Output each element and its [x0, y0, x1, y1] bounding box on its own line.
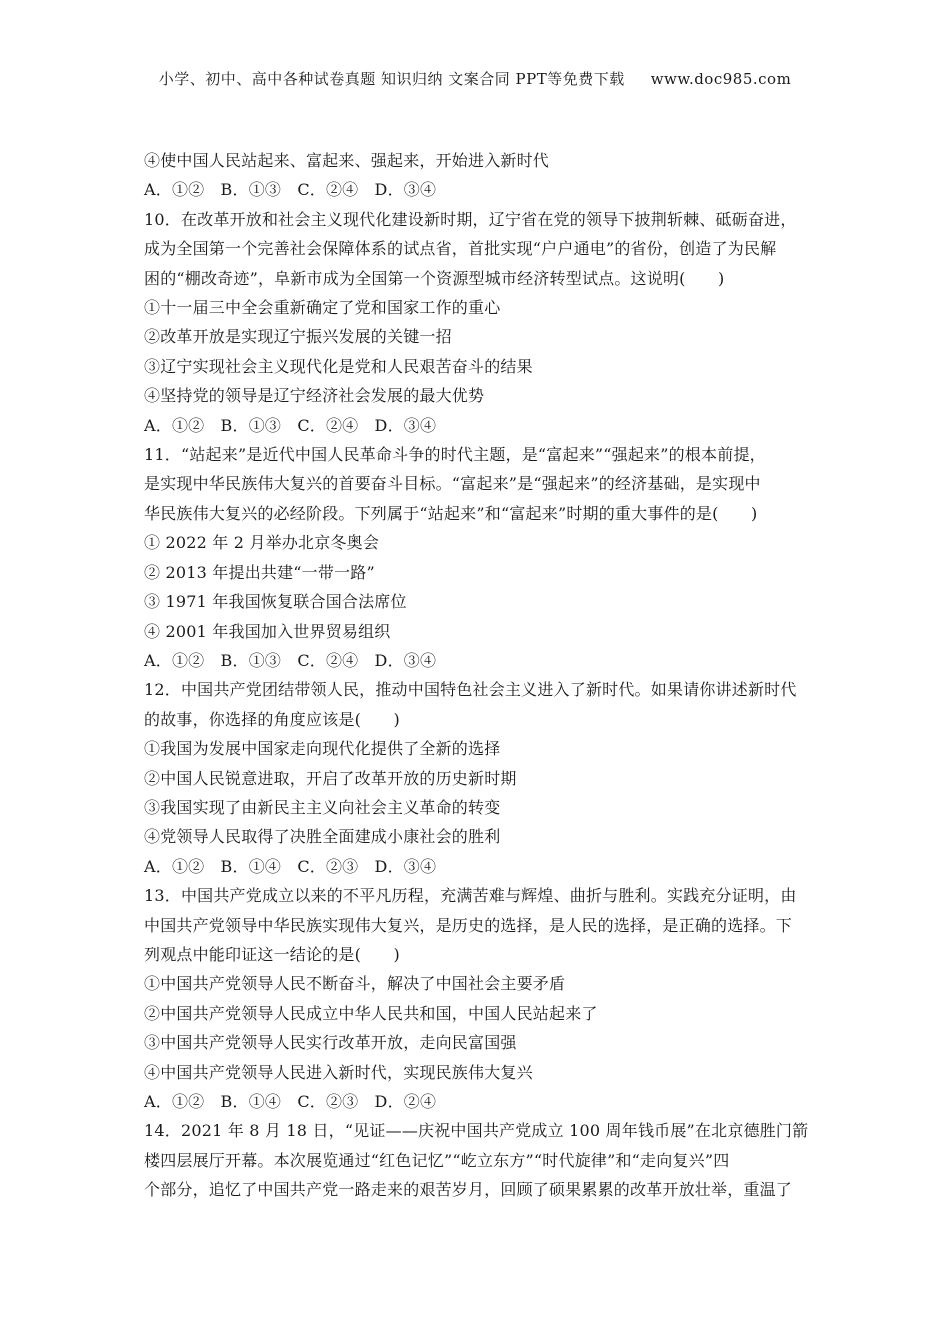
answer-options-line: A．①② B．①④ C．②③ D．②④ [144, 1092, 437, 1111]
statement-item: ③辽宁实现社会主义现代化是党和人民艰苦奋斗的结果 [144, 356, 533, 376]
statement-item: ③我国实现了由新民主主义向社会主义革命的转变 [144, 797, 501, 817]
statement-item: ③中国共产党领导人民实行改革开放，走向民富国强 [144, 1033, 517, 1053]
answer-options-line: A．①② B．①③ C．②④ D．③④ [144, 415, 437, 435]
text-line: 是实现中华民族伟大复兴的首要奋斗目标。“富起来”是“强起来”的经济基础，是实现中 [144, 474, 761, 494]
statement-item: ①十一届三中全会重新确定了党和国家工作的重心 [144, 298, 501, 318]
text-line: 困的“棚改奇迹”，阜新市成为全国第一个资源型城市经济转型试点。这说明( ) [144, 268, 725, 288]
answer-options-line: A．①② B．①③ C．②④ D．③④ [144, 180, 437, 200]
question-13-stem: 13．中国共产党成立以来的不平凡历程，充满苦难与辉煌、曲折与胜利。实践充分证明，由 [144, 886, 797, 906]
statement-item: ②中国人民锐意进取，开启了改革开放的历史新时期 [144, 768, 517, 788]
question-12-stem: 12．中国共产党团结带领人民，推动中国特色社会主义进入了新时代。如果请你讲述新时代 [144, 680, 797, 700]
statement-item: ③ 1971 年我国恢复联合国合法席位 [144, 592, 407, 612]
header-site-link[interactable]: www.doc985.com [650, 70, 792, 88]
statement-item: ①我国为发展中国家走向现代化提供了全新的选择 [144, 739, 501, 759]
text-line: 列观点中能印证这一结论的是( ) [144, 944, 400, 964]
question-10-stem: 10．在改革开放和社会主义现代化建设新时期，辽宁省在党的领导下披荆斩棘、砥砺奋进， [144, 209, 797, 229]
text-line: 中国共产党领导中华民族实现伟大复兴，是历史的选择，是人民的选择，是正确的选择。下 [144, 915, 793, 935]
statement-item: ④党领导人民取得了决胜全面建成小康社会的胜利 [144, 827, 501, 847]
answer-options-line: A．①② B．①④ C．②③ D．③④ [144, 856, 437, 876]
statement-item: ④ 2001 年我国加入世界贸易组织 [144, 621, 391, 641]
statement-item: ①中国共产党领导人民不断奋斗，解决了中国社会主要矛盾 [144, 974, 566, 994]
statement-item: ① 2022 年 2 月举办北京冬奥会 [144, 533, 380, 553]
header-text: 小学、初中、高中各种试卷真题 知识归纳 文案合同 PPT等免费下载 [158, 70, 625, 88]
answer-options-line: A．①② B．①③ C．②④ D．③④ [144, 650, 437, 670]
statement-item: ②改革开放是实现辽宁振兴发展的关键一招 [144, 327, 452, 347]
text-line: 楼四层展厅开幕。本次展览通过“红色记忆”“屹立东方”“时代旋律”和“走向复兴”四 [144, 1150, 730, 1170]
text-line: 的故事，你选择的角度应该是( ) [144, 709, 400, 729]
statement-item: ④中国共产党领导人民进入新时代，实现民族伟大复兴 [144, 1062, 533, 1082]
statement-item: ②中国共产党领导人民成立中华人民共和国，中国人民站起来了 [144, 1003, 598, 1023]
statement-item: ④坚持党的领导是辽宁经济社会发展的最大优势 [144, 386, 485, 406]
text-line: 华民族伟大复兴的必经阶段。下列属于“站起来”和“富起来”时期的重大事件的是( ) [144, 503, 758, 523]
question-11-stem: 11．“站起来”是近代中国人民革命斗争的时代主题，是“富起来”“强起来”的根本前提， [144, 445, 766, 465]
text-line: 个部分，追忆了中国共产党一路走来的艰苦岁月，回顾了硕果累累的改革开放壮举，重温了 [144, 1180, 793, 1200]
document-body [144, 146, 834, 1205]
text-line: 成为全国第一个完善社会保障体系的试点省，首批实现“户户通电”的省份，创造了为民解 [144, 239, 777, 259]
statement-item: ② 2013 年提出共建“一带一路” [144, 562, 375, 582]
text-line: ④使中国人民站起来、富起来、强起来，开始进入新时代 [144, 151, 550, 170]
question-14-stem: 14．2021 年 8 月 18 日，“见证——庆祝中国共产党成立 100 周年钱币展”在北京德胜门箭 [144, 1121, 809, 1141]
page-header [0, 68, 950, 89]
